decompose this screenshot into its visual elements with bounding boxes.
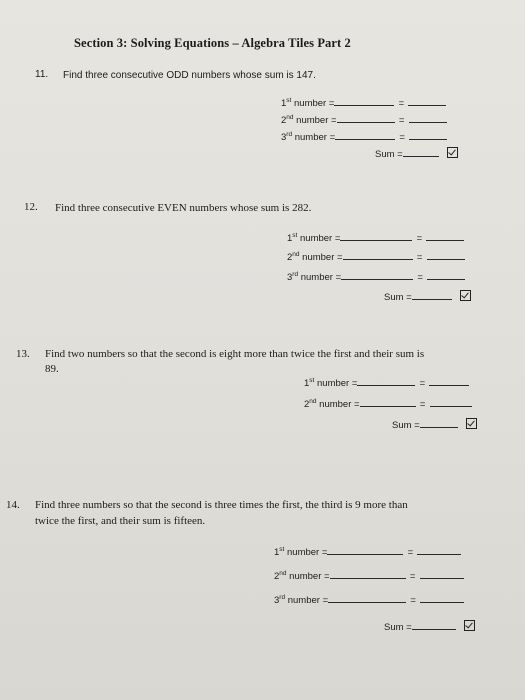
p12-blank-1a[interactable]: [340, 231, 412, 241]
p12-blank-3b[interactable]: [427, 270, 465, 280]
p11-blank-3b[interactable]: [409, 130, 447, 140]
p14-blank-3a[interactable]: [328, 593, 406, 603]
p12-row-1: 1st number = =: [287, 231, 464, 244]
p11-blank-3a[interactable]: [335, 130, 395, 140]
p14-row-3: 3rd number = =: [274, 593, 464, 606]
p11-row-3: 3rd number = =: [281, 130, 447, 143]
p14-blank-1b[interactable]: [417, 545, 461, 555]
p14-sum-row: Sum =: [384, 620, 475, 633]
p14-row-1: 1st number = =: [274, 545, 461, 558]
problem-14-prompt-line-2: twice the first, and their sum is fifteen.: [35, 515, 206, 527]
p13-row-2: 2nd number = =: [304, 397, 472, 410]
p14-blank-2a[interactable]: [330, 569, 406, 579]
p12-blank-2b[interactable]: [427, 250, 465, 260]
p11-sum-blank[interactable]: [403, 147, 439, 157]
p13-row-1: 1st number = =: [304, 376, 469, 389]
p11-row-2: 2nd number = =: [281, 113, 447, 126]
p13-sum-blank[interactable]: [420, 418, 458, 428]
p14-blank-3b[interactable]: [420, 593, 464, 603]
problem-13-number: 13.: [16, 348, 30, 360]
p14-blank-2b[interactable]: [420, 569, 464, 579]
p14-blank-1a[interactable]: [327, 545, 403, 555]
p13-blank-2b[interactable]: [430, 397, 472, 407]
p11-blank-2a[interactable]: [337, 113, 395, 123]
p14-row-2: 2nd number = =: [274, 569, 464, 582]
problem-14-prompt-line-1: Find three numbers so that the second is three times the first, the third is 9 more than: [35, 499, 408, 511]
p12-blank-2a[interactable]: [343, 250, 413, 260]
page-title: Section 3: Solving Equations – Algebra Tiles Part 2: [74, 36, 351, 50]
problem-11-number: 11.: [35, 69, 49, 80]
checked-box-icon: [460, 290, 471, 301]
p12-row-3: 3rd number = =: [287, 270, 465, 283]
p13-blank-2a[interactable]: [360, 397, 416, 407]
problem-11-prompt: Find three consecutive ODD numbers whose sum is 147.: [63, 70, 316, 81]
problem-13-prompt-line-2: 89.: [45, 363, 59, 375]
p13-blank-1b[interactable]: [429, 376, 469, 386]
problem-14-number: 14.: [6, 499, 20, 511]
checked-box-icon: [466, 418, 477, 429]
problem-12-prompt: Find three consecutive EVEN numbers whose sum is 282.: [55, 202, 312, 214]
p11-blank-1b[interactable]: [408, 96, 446, 106]
checked-box-icon: [447, 147, 458, 158]
problem-13-prompt-line-1: Find two numbers so that the second is eight more than twice the first and their sum is: [45, 348, 425, 360]
p12-blank-3a[interactable]: [341, 270, 413, 280]
p11-sum-row: Sum =: [375, 147, 458, 160]
p12-sum-blank[interactable]: [412, 290, 452, 300]
p11-blank-2b[interactable]: [409, 113, 447, 123]
p11-blank-1a[interactable]: [334, 96, 394, 106]
p13-blank-1a[interactable]: [357, 376, 415, 386]
p13-sum-row: Sum =: [392, 418, 477, 431]
p12-sum-row: Sum =: [384, 290, 471, 303]
p12-row-2: 2nd number = =: [287, 250, 465, 263]
checked-box-icon: [464, 620, 475, 631]
p11-row-1: 1st number = =: [281, 96, 446, 109]
p12-blank-1b[interactable]: [426, 231, 464, 241]
p14-sum-blank[interactable]: [412, 620, 456, 630]
problem-12-number: 12.: [24, 201, 38, 213]
